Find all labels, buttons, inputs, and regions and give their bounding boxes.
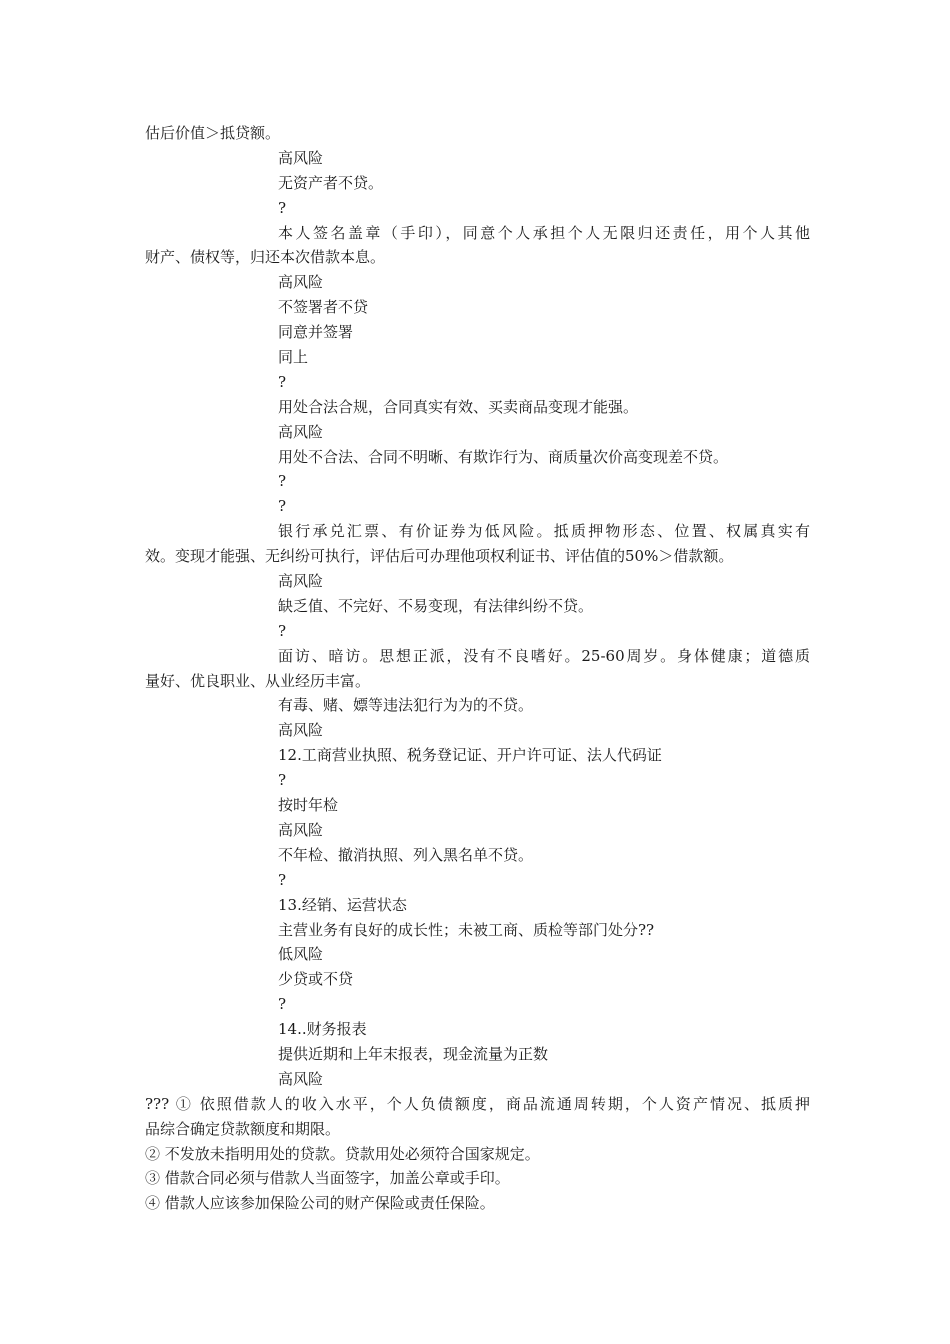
text-line: 高风险 [278, 820, 324, 839]
text-line: 高风险 [278, 572, 324, 591]
text-line: 高风险 [278, 273, 324, 292]
text-line: 银行承兑汇票、有价证券为低风险。抵质押物形态、位置、权属真实有 [278, 522, 810, 541]
text-line: ? [278, 198, 287, 217]
text-line: 缺乏值、不完好、不易变现，有法律纠纷不贷。 [278, 596, 594, 615]
text-line: ③ 借款合同必须与借款人当面签字，加盖公章或手印。 [145, 1169, 510, 1188]
text-line: 有毒、赌、嫖等违法犯行为为的不贷。 [278, 696, 534, 715]
text-line: 提供近期和上年末报表，现金流量为正数 [278, 1044, 549, 1063]
text-line: ? [278, 771, 287, 790]
document-body [145, 121, 810, 1216]
text-line: 13.经销、运营状态 [278, 895, 407, 914]
text-line: 高风险 [278, 422, 324, 441]
text-line: ? [278, 372, 287, 391]
text-line: 12.工商营业执照、税务登记证、开户许可证、法人代码证 [278, 746, 662, 765]
text-line: 品综合确定贷款额度和期限。 [145, 1119, 341, 1138]
text-line: ? [278, 995, 287, 1014]
text-line: ??? ① 依照借款人的收入水平，个人负债额度，商品流通周转期，个人资产情况、抵质押 [145, 1094, 810, 1113]
text-line: 14..财务报表 [278, 1020, 367, 1039]
text-line: 用处合法合规，合同真实有效、买卖商品变现才能强。 [278, 397, 639, 416]
text-line: 财产、债权等，归还本次借款本息。 [145, 248, 386, 267]
text-line: 同意并签署 [278, 323, 354, 342]
text-line: 不签署者不贷 [278, 298, 369, 317]
text-line: 面访、暗访。思想正派，没有不良嗜好。25-60周岁。身体健康；道德质 [278, 646, 810, 665]
text-line: 少贷或不贷 [278, 970, 354, 989]
text-line: 高风险 [278, 721, 324, 740]
text-line: 无资产者不贷。 [278, 173, 384, 192]
text-line: 低风险 [278, 945, 324, 964]
text-line: 主营业务有良好的成长性；未被工商、质检等部门处分?? [278, 920, 655, 939]
text-line: ? [278, 621, 287, 640]
text-line: 高风险 [278, 148, 324, 167]
text-line: 估后价值＞抵贷额。 [145, 124, 281, 142]
text-line: ② 不发放未指明用处的贷款。贷款用处必须符合国家规定。 [145, 1144, 540, 1163]
text-line: 效。变现才能强、无纠纷可执行，评估后可办理他项权利证书、评估值的50%＞借款额。 [145, 547, 734, 566]
text-line: ? [278, 870, 287, 889]
text-line: ④ 借款人应该参加保险公司的财产保险或责任保险。 [145, 1194, 495, 1213]
text-line: 用处不合法、合同不明晰、有欺诈行为、商质量次价高变现差不贷。 [278, 447, 729, 466]
text-line: 高风险 [278, 1069, 324, 1088]
text-line: 同上 [278, 348, 309, 367]
text-line: 本人签名盖章（手印），同意个人承担个人无限归还责任，用个人其他 [278, 223, 810, 242]
text-line: ? [278, 497, 287, 516]
text-line: 不年检、撤消执照、列入黑名单不贷。 [278, 845, 534, 864]
text-line: ? [278, 472, 287, 491]
text-line: 按时年检 [278, 796, 339, 815]
text-line: 量好、优良职业、从业经历丰富。 [145, 671, 371, 690]
